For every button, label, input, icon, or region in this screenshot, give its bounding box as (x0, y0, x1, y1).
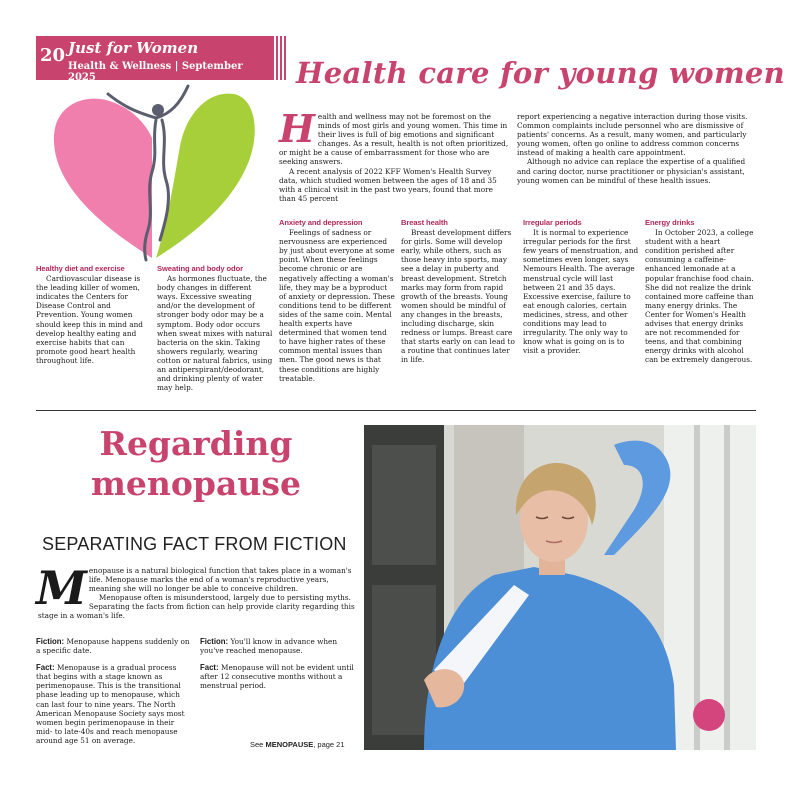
fact-text: Menopause will not be evident until after 12 consecutive months without a menstrual period. (200, 663, 354, 691)
menopause-title-line-1: Regarding (99, 424, 293, 463)
section-healthy-diet (36, 264, 152, 365)
flowers (693, 699, 725, 731)
section-body: Cardiovascular disease is the leading killer of women, indicates the Centers for Disease Control and Prevention. Young women should keep this in mind and develop healthy eating and exercise habits that can promote good heart health throughout life. (36, 274, 143, 365)
section-body: It is normal to experience irregular periods for the first few years of menstruation, and sometimes even longer, says Nemours Health. The average menstrual cycle will last between 21 and 35 days. Excessive exercise, failure to eat enough calories, certain medicines, stress, and other conditions may lead to irregularity. The only way to know what is going on is to visit a provider. (523, 228, 639, 356)
fiction-text: You'll know in advance when you've reached menopause. (200, 637, 338, 656)
menopause-intro (36, 561, 356, 621)
intro-paragraph-3: Although no advice can replace the expertise of a qualified and caring doctor, nurse practitioner or physician's assistant, young women can be mindful of these health issues. (517, 157, 746, 185)
menopause-title-line-2: menopause (91, 464, 301, 503)
dropcap: H (279, 106, 315, 151)
section-title: Just for Women (68, 39, 199, 57)
dropcap: M (36, 561, 87, 615)
section-divider (36, 410, 756, 411)
section-heading: Energy drinks (645, 218, 695, 227)
jump-keyword: MENOPAUSE (265, 740, 314, 749)
masthead-stripes (272, 36, 288, 80)
jump-reference (250, 740, 345, 749)
fact-fiction-pair-2 (200, 637, 356, 698)
menopause-intro-paragraph-2: Menopause often is misunderstood, largely due to persisting myths. Separating the facts from fiction can help provide clarity regarding this stage in a woman's life. (38, 593, 355, 621)
page-number: 20 (40, 45, 66, 66)
fact-fiction-pair-1 (36, 637, 190, 753)
section-irregular-periods (523, 218, 639, 355)
woman-hot-flash-photo (364, 425, 756, 750)
menopause-title (36, 424, 356, 504)
section-heading: Irregular periods (523, 218, 582, 227)
fact-label: Fact: (200, 663, 219, 673)
jump-prefix: See (250, 740, 264, 749)
section-body: Feelings of sadness or nervousness are experienced by just about everyone at some point. When these feelings become chronic or are negatively affecting a woman's life, they may be a byproduct of anxiety or depression. These conditions tend to be different sides of the same coin. Mental health experts have determined that women tend to have higher rates of these common mental issues than men. The good news is that these conditions are highly treatable. (279, 228, 395, 383)
section-energy-drinks (645, 218, 756, 365)
section-heading: Healthy diet and exercise (36, 264, 125, 273)
fiction-label: Fiction: (200, 637, 229, 646)
heart-woman-illustration (48, 80, 260, 265)
fiction-label: Fiction: (36, 637, 65, 646)
article-intro (279, 106, 509, 203)
section-body: Breast development differs for girls. Some will develop early, while others, such as those heavy into sports, may see a delay in puberty and breast development. Stretch marks may form from rapid growth of the breasts. Young women should be mindful of any changes in the breasts, including discharge, skin redness or lumps. Breast care that starts early on can lead to a routine that continues later in life. (401, 228, 515, 365)
section-body: In October 2023, a college student with a heart condition perished after consuming a caffeine-enhanced lemonade at a popular franchise food chain. She did not realize the drink contained more caffeine than many energy drinks. The Center for Women's Health advises that energy drinks are not recommended for teens, and that combining energy drinks with alcohol can be extremely dangerous. (645, 228, 754, 365)
intro-paragraph-2-continued: report experiencing a negative interaction during those visits. Common complaints include personnel who are dismissive of patients' concerns. As a result, many women, and particularly young women, often go online to address common concerns instead of making a health care appointment. (517, 112, 748, 158)
intro-paragraph-1: ealth and wellness may not be foremost on the minds of most girls and young women. This time in their lives is full of big emotions and significant changes. As a result, health is not often prioritized, or might be a cause of embarrassment for those who are seeking answers. (279, 112, 509, 167)
masthead (36, 36, 272, 83)
menopause-subtitle: SEPARATING FACT FROM FICTION (42, 534, 347, 554)
section-breast-health (401, 218, 517, 365)
section-heading: Anxiety and depression (279, 218, 363, 227)
fiction-text: Menopause happens suddenly on a specific date. (36, 637, 190, 656)
article-title: Health care for young women (296, 56, 786, 90)
jump-suffix: , page 21 (313, 740, 345, 749)
article-intro-continued (517, 112, 753, 185)
fact-label: Fact: (36, 663, 55, 673)
issue-line: Health & Wellness | September 2025 (68, 61, 243, 83)
green-heart-half (156, 94, 255, 258)
fact-text: Menopause is a gradual process that begins with a stage known as perimenopause. This is the transitional phase leading up to menopause, which can last four to nine years. The North American Menopause Society says most women begin perimenopause in their mid- to late-40s and reach menopause around age 51 on average. (36, 663, 185, 745)
section-anxiety (279, 218, 395, 383)
section-body: As hormones fluctuate, the body changes in different ways. Excessive sweating and/or the development of stronger body odor may be a symptom. Body odor occurs when sweat mixes with natural bacteria on the skin. Taking showers regularly, wearing cotton or natural fabrics, using an antiperspirant/deodorant, and drinking plenty of water may help. (157, 274, 273, 393)
pink-heart-half (54, 99, 152, 258)
menopause-intro-paragraph-1: enopause is a natural biological function that takes place in a woman's life. Menopause marks the end of a woman's reproductive years, meaning she will no longer be able to conceive children. (88, 566, 352, 594)
intro-paragraph-2: A recent analysis of 2022 KFF Women's Health Survey data, which studied women between the ages of 18 and 35 with a clinical visit in the past two years, found that more than 45 percent (279, 166, 497, 203)
section-sweating (157, 264, 273, 392)
section-heading: Breast health (401, 218, 448, 227)
section-heading: Sweating and body odor (157, 264, 243, 273)
